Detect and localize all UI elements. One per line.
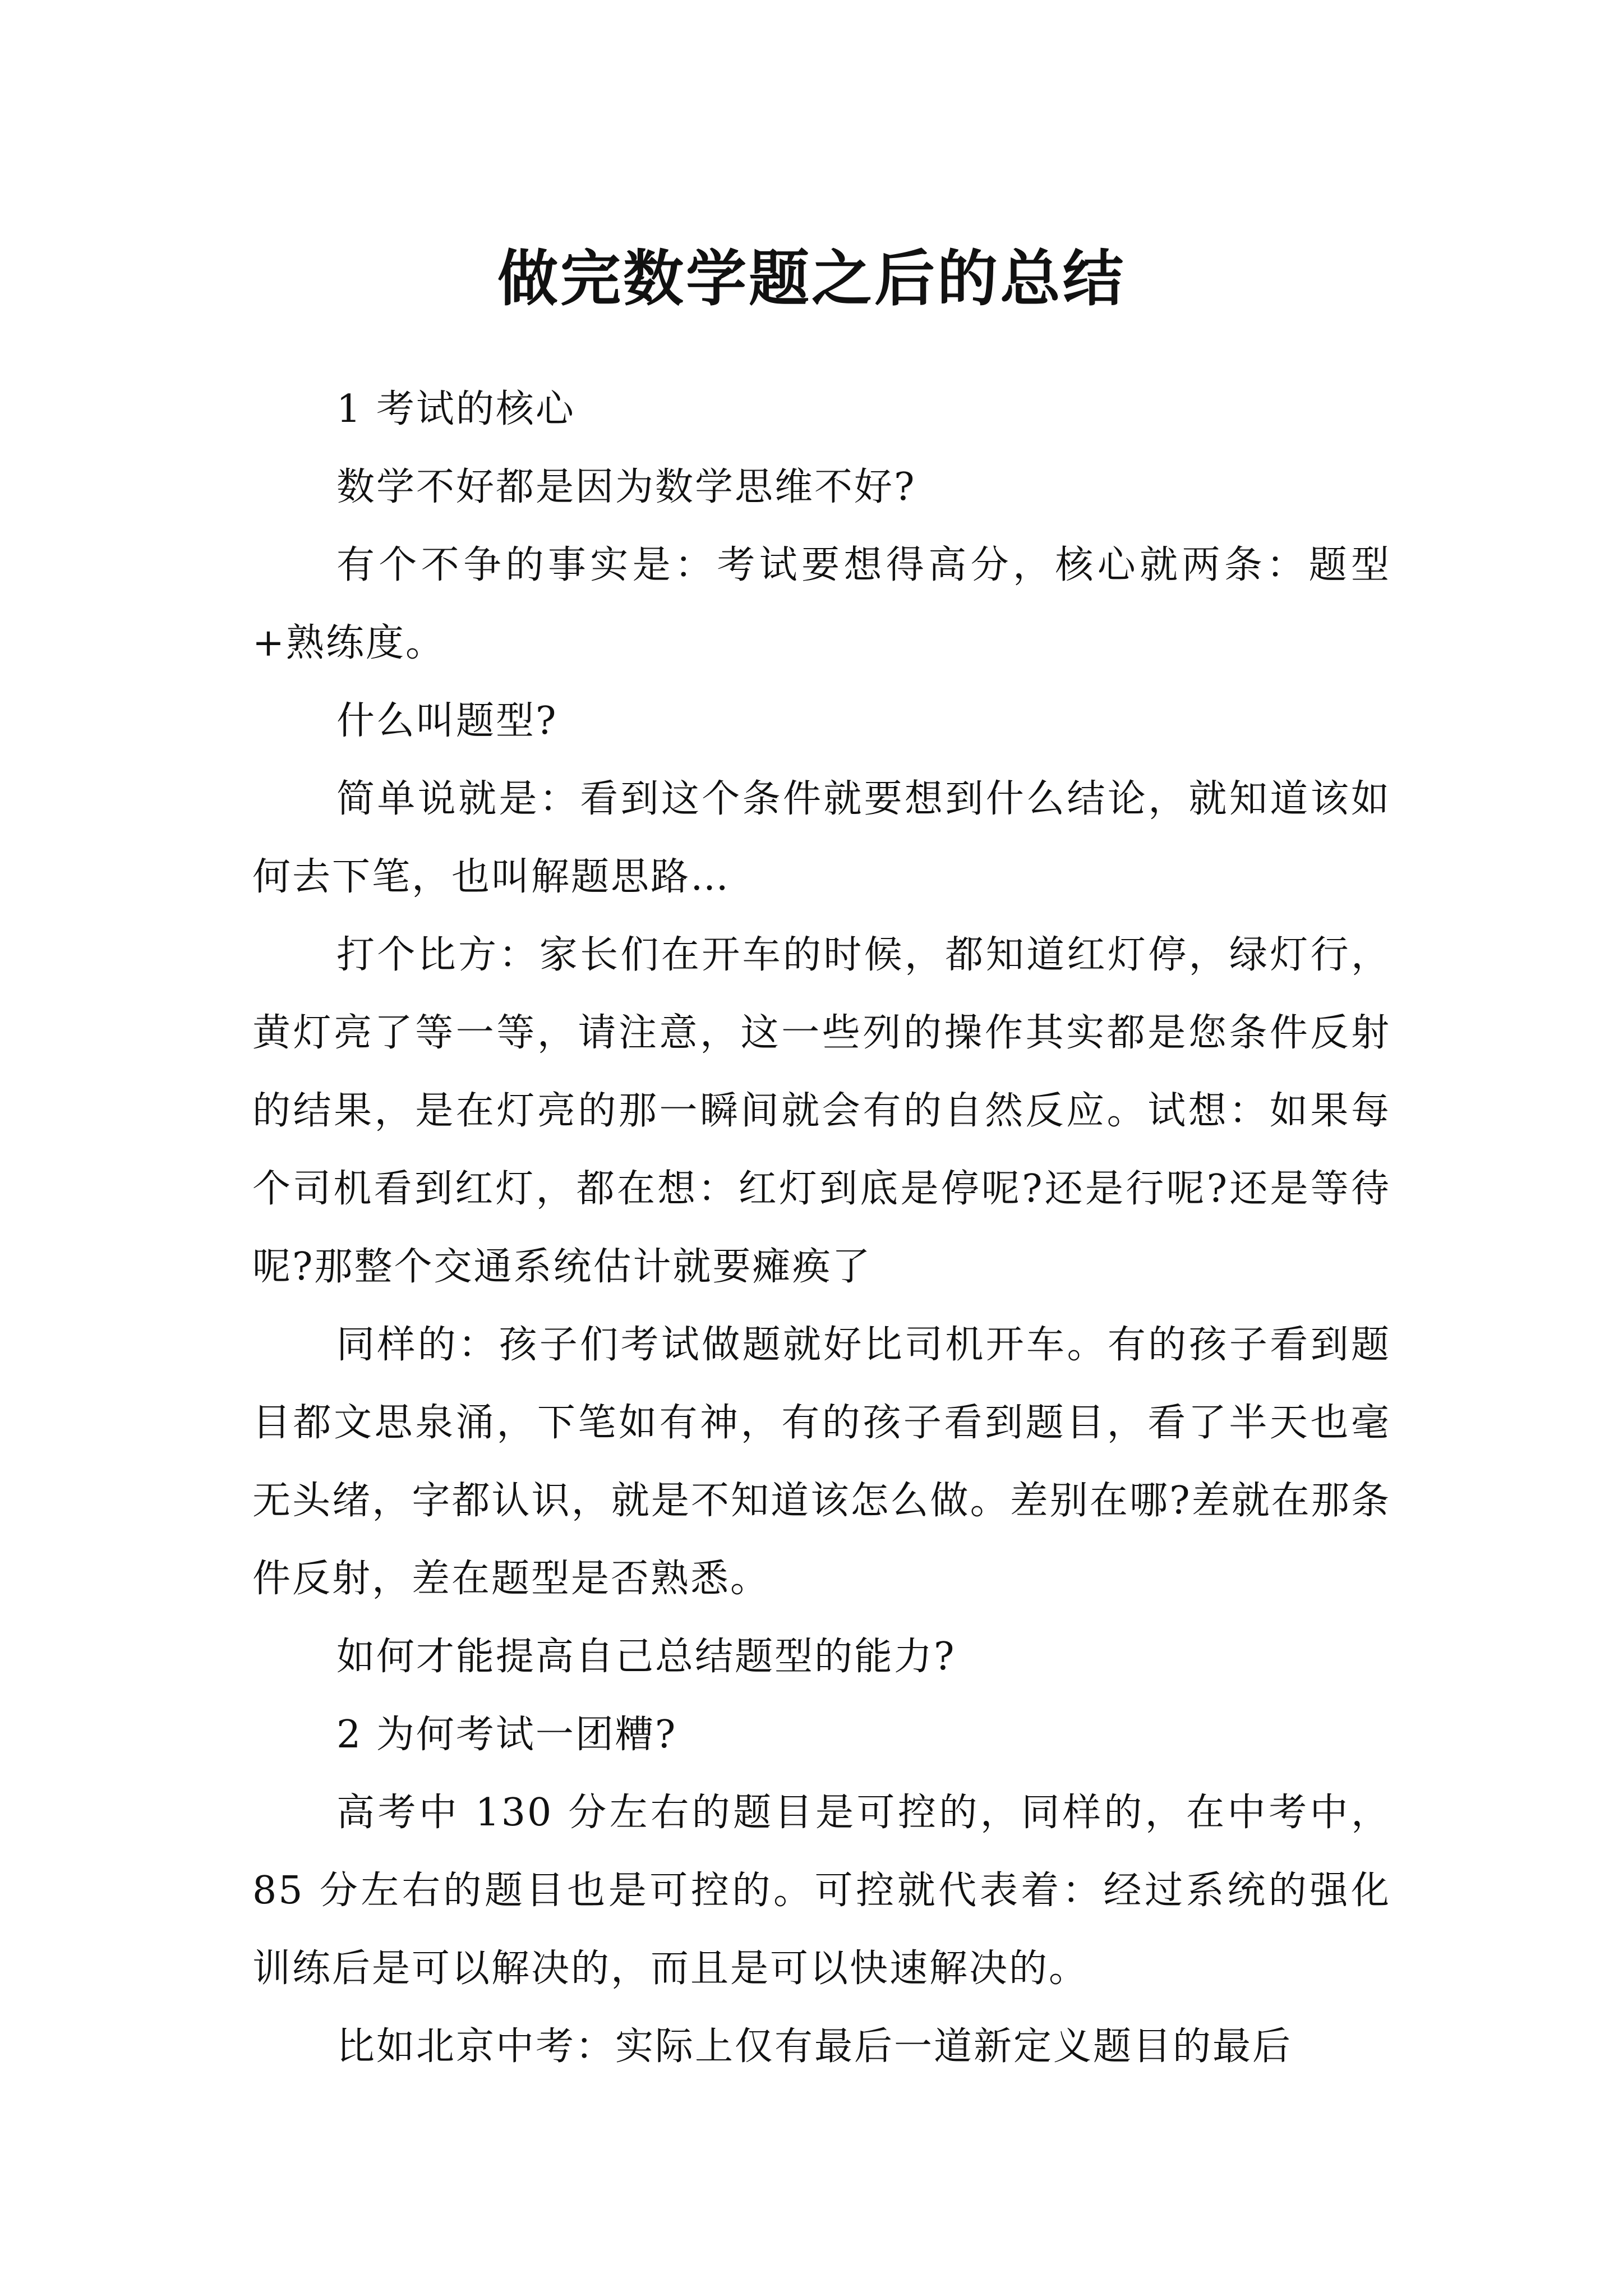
paragraph-7: 同样的：孩子们考试做题就好比司机开车。有的孩子看到题目都文思泉涌，下笔如有神，有的孩子看到题目，看了半天也毫无头绪，字都认识，就是不知道该怎么做。差别在哪?差就在那条件反射，差在题型是否熟悉。: [252, 1323, 1391, 1601]
paragraph-5: 简单说就是：看到这个条件就要想到什么结论，就知道该如何去下笔，也叫解题思路…: [252, 777, 1391, 899]
paragraph-2: 数学不好都是因为数学思维不好?: [336, 465, 916, 509]
paragraph-8: 如何才能提高自己总结题型的能力?: [336, 1635, 956, 1679]
paragraph-1: 1 考试的核心: [336, 387, 575, 431]
paragraph-11: 比如北京中考：实际上仅有最后一道新定义题目的最后: [336, 2024, 1293, 2069]
paragraph-9: 2 为何考试一团糟?: [336, 1713, 677, 1757]
paragraph-6: 打个比方：家长们在开车的时候，都知道红灯停，绿灯行，黄灯亮了等一等，请注意，这一些列的操作其实都是您条件反射的结果，是在灯亮的那一瞬间就会有的自然反应。试想：如果每个司机看到红灯，都在想：红灯到底是停呢?还是行呢?还是等待呢?那整个交通系统估计就要瘫痪了: [252, 933, 1391, 1289]
document-title: 做完数学题之后的总结: [497, 243, 1126, 315]
paragraph-10: 高考中 130 分左右的题目是可控的，同样的，在中考中，85 分左右的题目也是可控的。可控就代表着：经过系统的强化训练后是可以解决的，而且是可以快速解决的。: [252, 1791, 1391, 1991]
paragraph-3: 有个不争的事实是：考试要想得高分，核心就两条：题型+熟练度。: [252, 543, 1391, 665]
document-body: [252, 370, 1391, 2086]
paragraph-4: 什么叫题型?: [336, 699, 558, 743]
